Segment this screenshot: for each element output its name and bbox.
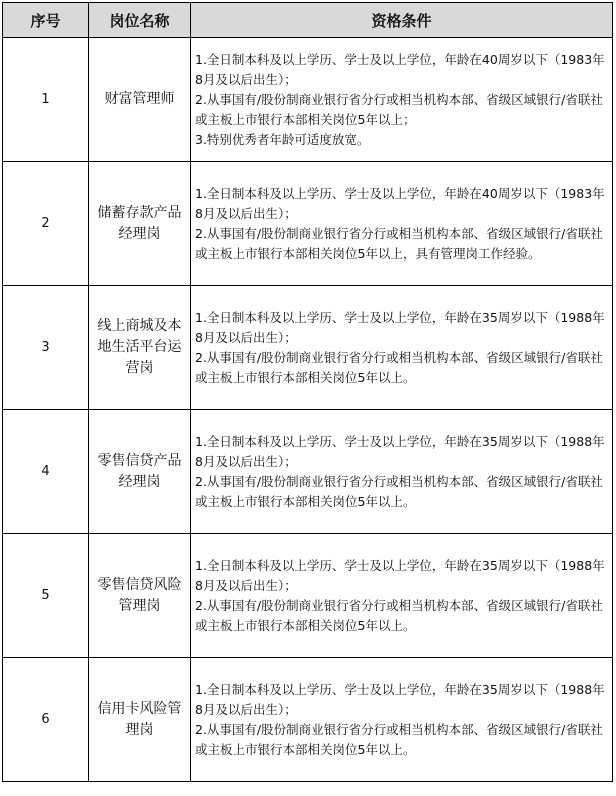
position-name: 财富管理师 — [89, 38, 191, 162]
requirement-item: 1.全日制本科及以上学历、学士及以上学位，年龄在35周岁以下（1988年8月及以后出生）； — [195, 309, 605, 345]
requirement-item: 2.从事国有/股份制商业银行省分行或相当机构本部、省级区域银行/省联社或主板上市银行本部相关岗位5年以上，具有管理岗工作经验。 — [195, 225, 603, 261]
header-no: 序号 — [3, 3, 89, 38]
table-row — [3, 658, 613, 782]
requirement-item: 2.从事国有/股份制商业银行省分行或相当机构本部、省级区域银行/省联社或主板上市银行本部相关岗位5年以上。 — [195, 597, 603, 633]
table-header — [3, 3, 613, 38]
requirements-cell — [191, 658, 613, 782]
requirement-item: 2.从事国有/股份制商业银行省分行或相当机构本部、省级区域银行/省联社或主板上市银行本部相关岗位5年以上。 — [195, 349, 603, 385]
table-row — [3, 410, 613, 534]
table-row — [3, 162, 613, 286]
requirement-item: 1.全日制本科及以上学历、学士及以上学位，年龄在35周岁以下（1988年8月及以后出生）； — [195, 433, 605, 469]
position-name: 储蓄存款产品经理岗 — [89, 162, 191, 286]
requirements-cell — [191, 38, 613, 162]
position-name: 信用卡风险管理岗 — [89, 658, 191, 782]
requirements-cell — [191, 286, 613, 410]
header-row — [3, 3, 613, 38]
requirement-item: 1.全日制本科及以上学历、学士及以上学位，年龄在35周岁以下（1988年8月及以后出生）； — [195, 681, 605, 717]
requirement-item: 2.从事国有/股份制商业银行省分行或相当机构本部、省级区域银行/省联社或主板上市银行本部相关岗位5年以上。 — [195, 721, 603, 757]
job-requirements-table — [2, 2, 613, 782]
position-name: 线上商城及本地生活平台运营岗 — [89, 286, 191, 410]
requirements-cell — [191, 410, 613, 534]
requirement-item: 2.从事国有/股份制商业银行省分行或相当机构本部、省级区域银行/省联社或主板上市银行本部相关岗位5年以上。 — [195, 473, 603, 509]
position-name: 零售信贷风险管理岗 — [89, 534, 191, 658]
row-number: 4 — [3, 410, 89, 534]
table-row — [3, 534, 613, 658]
requirement-item: 3.特别优秀者年龄可适度放宽。 — [195, 131, 370, 147]
requirement-item: 1.全日制本科及以上学历、学士及以上学位，年龄在35周岁以下（1988年8月及以后出生）； — [195, 557, 605, 593]
table-row — [3, 38, 613, 162]
row-number: 2 — [3, 162, 89, 286]
row-number: 1 — [3, 38, 89, 162]
requirement-item: 1.全日制本科及以上学历、学士及以上学位，年龄在40周岁以下（1983年8月及以后出生）； — [195, 51, 605, 87]
position-name: 零售信贷产品经理岗 — [89, 410, 191, 534]
requirements-cell — [191, 162, 613, 286]
row-number: 5 — [3, 534, 89, 658]
requirement-item: 1.全日制本科及以上学历、学士及以上学位，年龄在40周岁以下（1983年8月及以后出生）； — [195, 185, 605, 221]
requirement-item: 2.从事国有/股份制商业银行省分行或相当机构本部、省级区域银行/省联社或主板上市银行本部相关岗位5年以上； — [195, 91, 603, 127]
table-body — [3, 38, 613, 782]
table-row — [3, 286, 613, 410]
row-number: 3 — [3, 286, 89, 410]
header-position: 岗位名称 — [89, 3, 191, 38]
row-number: 6 — [3, 658, 89, 782]
header-requirements: 资格条件 — [191, 3, 613, 38]
requirements-cell — [191, 534, 613, 658]
